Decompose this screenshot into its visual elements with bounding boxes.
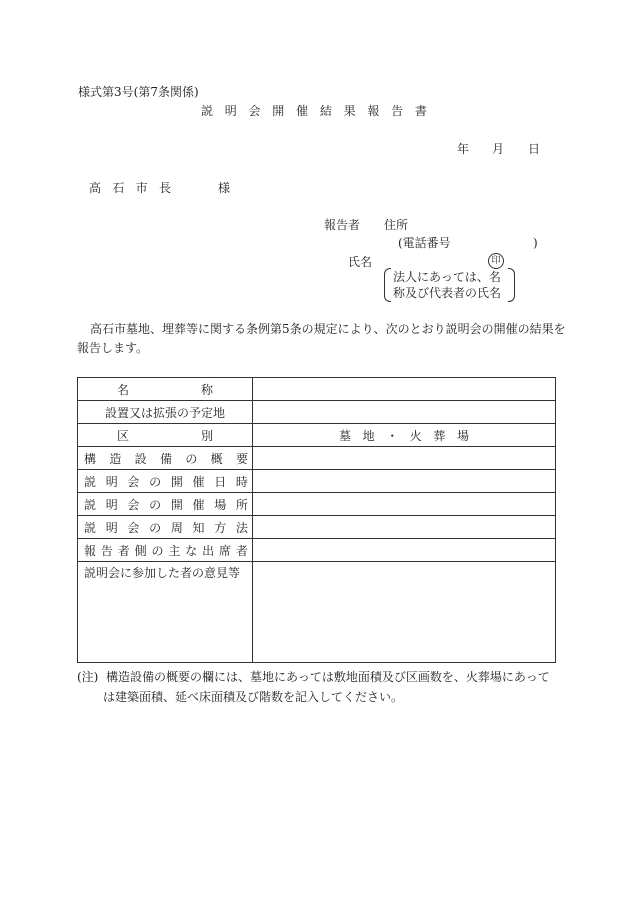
- label-char: 概: [210, 451, 223, 466]
- value-attendees[interactable]: [253, 539, 556, 562]
- addressee-honorific: 様: [218, 181, 231, 195]
- label-char: 方: [214, 520, 227, 535]
- table-row: [78, 516, 556, 539]
- label-char: 時: [235, 474, 248, 489]
- title-char: 結: [319, 104, 332, 118]
- note-line1: (注) 構造設備の概要の欄には、墓地にあっては敷地面積及び区画数を、火葬場にあって: [77, 670, 550, 684]
- label-char: 告: [100, 543, 113, 558]
- label-char: 説: [84, 520, 97, 535]
- category-char: 墓: [339, 428, 352, 443]
- label-char: 周: [170, 520, 183, 535]
- table-row: [78, 539, 556, 562]
- label-char: 称: [200, 382, 213, 397]
- label-notice-method: [78, 516, 253, 539]
- value-facility-overview[interactable]: [253, 447, 556, 470]
- body-text-line1: 高石市墓地、埋葬等に関する条例第5条の規定により、次のとおり説明会の開催の結果を: [90, 322, 566, 336]
- label-category: [78, 424, 253, 447]
- label-char: の: [149, 520, 162, 535]
- title-char: 告: [391, 104, 404, 118]
- name-label: 氏名: [348, 255, 373, 269]
- label-char: 側: [134, 543, 147, 558]
- date-year: 年: [457, 142, 470, 156]
- label-char: 説: [84, 497, 97, 512]
- form-number: 様式第3号(第7条関係): [78, 85, 199, 99]
- addressee-char: 市: [135, 181, 148, 195]
- corp-note-line1: 法人にあっては、名: [393, 270, 501, 284]
- label-char: 報: [84, 543, 97, 558]
- addressee-char: 長: [158, 181, 171, 195]
- value-meeting-place[interactable]: [253, 493, 556, 516]
- category-char: 火: [409, 428, 422, 443]
- label-char: 構: [84, 451, 97, 466]
- category-char: 場: [456, 428, 469, 443]
- value-opinions[interactable]: [253, 562, 556, 663]
- category-char: ・: [386, 428, 399, 443]
- seal-mark: 印: [488, 253, 504, 269]
- label-text: 設置又は拡張の予定地: [104, 405, 225, 420]
- label-opinions: [78, 562, 253, 663]
- label-char: 者: [235, 543, 248, 558]
- value-notice-method[interactable]: [253, 516, 556, 539]
- body-text-line2: 報告します。: [77, 341, 149, 355]
- label-char: 出: [202, 543, 215, 558]
- label-name: [78, 378, 253, 401]
- label-char: 催: [192, 497, 205, 512]
- note-line2: は建築面積、延べ床面積及び階数を記入してください。: [103, 690, 404, 704]
- label-char: 催: [192, 474, 205, 489]
- label-char: 明: [105, 497, 118, 512]
- label-char: の: [149, 474, 162, 489]
- title-char: 果: [343, 104, 356, 118]
- label-char: 明: [105, 474, 118, 489]
- addressee: [89, 181, 171, 195]
- table-row: [78, 447, 556, 470]
- label-char: 明: [105, 520, 118, 535]
- label-char: 要: [235, 451, 248, 466]
- reporter-label: 報告者: [324, 218, 361, 232]
- label-char: 者: [117, 543, 130, 558]
- corp-note-line2: 称及び代表者の氏名: [393, 286, 502, 300]
- label-text: 説明会に参加した者の意見等: [84, 566, 241, 580]
- value-name[interactable]: [253, 378, 556, 401]
- table-row: [78, 470, 556, 493]
- label-char: 開: [170, 474, 183, 489]
- category-char: 地: [362, 428, 375, 443]
- value-category: [253, 424, 556, 447]
- value-planned-site[interactable]: [253, 401, 556, 424]
- phone-close: ): [533, 236, 538, 250]
- report-table: [77, 377, 556, 663]
- label-char: 備: [159, 451, 172, 466]
- label-char: 名: [117, 382, 130, 397]
- label-facility-overview: [78, 447, 253, 470]
- label-char: の: [151, 543, 164, 558]
- phone-label: (電話番号: [398, 236, 451, 250]
- label-meeting-datetime: [78, 470, 253, 493]
- label-char: 主: [168, 543, 181, 558]
- value-meeting-datetime[interactable]: [253, 470, 556, 493]
- label-char: 知: [192, 520, 205, 535]
- label-char: 席: [219, 543, 232, 558]
- label-char: 説: [84, 474, 97, 489]
- label-char: 場: [214, 497, 227, 512]
- addressee-char: 高: [89, 181, 102, 195]
- title-char: 報: [367, 104, 380, 118]
- label-meeting-place: [78, 493, 253, 516]
- label-char: 日: [214, 474, 227, 489]
- category-char: 葬: [433, 428, 446, 443]
- label-char: の: [185, 451, 198, 466]
- label-char: 会: [127, 474, 140, 489]
- table-row: [78, 378, 556, 401]
- addressee-char: 石: [112, 181, 125, 195]
- title-char: 催: [296, 104, 309, 118]
- label-attendees: [78, 539, 253, 562]
- title-char: 書: [414, 104, 427, 118]
- table-row: [78, 493, 556, 516]
- label-char: 法: [235, 520, 248, 535]
- title-char: 会: [248, 104, 261, 118]
- address-label: 住所: [384, 218, 409, 232]
- label-char: 開: [170, 497, 183, 512]
- label-char: 会: [127, 497, 140, 512]
- label-char: 所: [235, 497, 248, 512]
- label-char: の: [149, 497, 162, 512]
- title-char: 説: [201, 104, 214, 118]
- table-row: [78, 424, 556, 447]
- document-title: [201, 104, 427, 118]
- label-char: 造: [109, 451, 122, 466]
- title-char: 明: [224, 104, 237, 118]
- table-row: [78, 401, 556, 424]
- label-char: 別: [200, 428, 213, 443]
- label-char: な: [185, 543, 198, 558]
- date-month: 月: [492, 142, 505, 156]
- label-char: 設: [134, 451, 147, 466]
- label-planned-site: [78, 401, 253, 424]
- table-row: [78, 562, 556, 663]
- bracket-right: [508, 268, 515, 302]
- label-char: 区: [117, 428, 130, 443]
- bracket-left: [384, 268, 391, 302]
- label-char: 会: [127, 520, 140, 535]
- title-char: 開: [272, 104, 285, 118]
- date-day: 日: [528, 142, 541, 156]
